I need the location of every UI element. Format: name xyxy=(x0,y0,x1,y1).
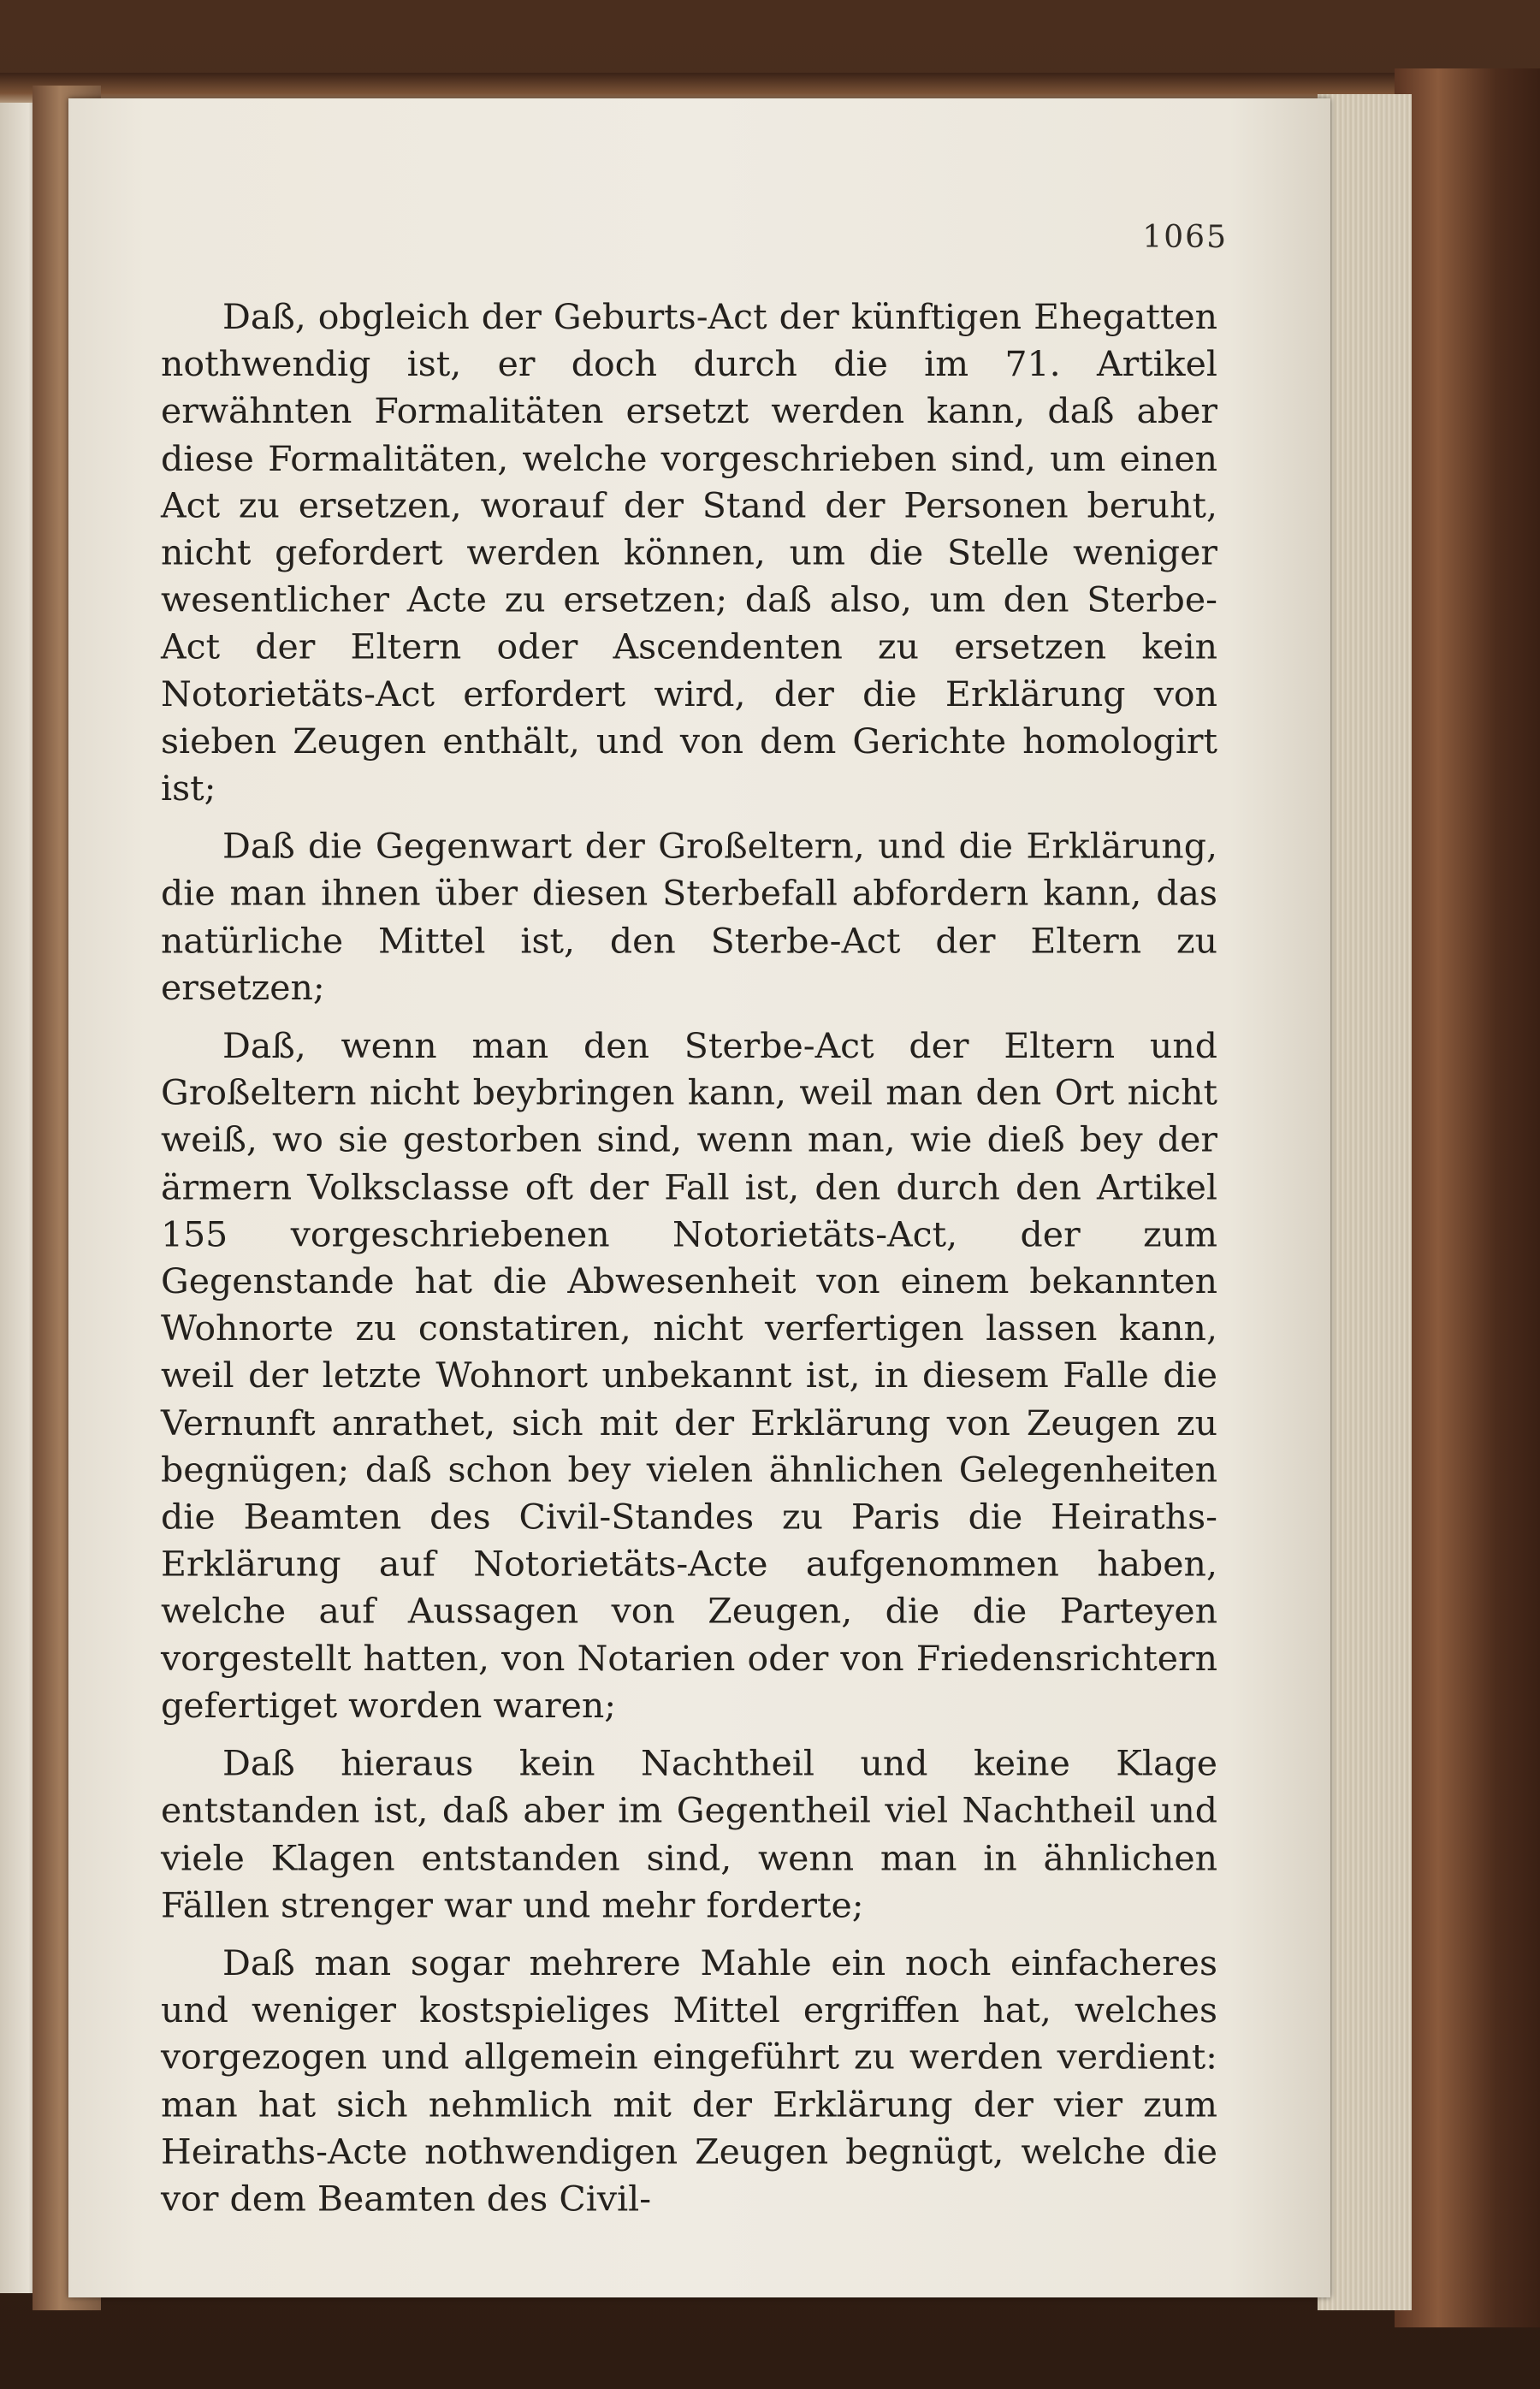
body-text xyxy=(161,293,1217,2222)
paragraph: Daß man sogar mehrere Mahle ein noch einfacheres und weniger kostspieliges Mittel ergriffen hat, welches vorgezogen und allgemein eingeführt zu werden verdient: man hat sich nehmlich mit der Erklärung der vier zum Heiraths-Acte nothwendigen Zeugen begnügt, welche die vor dem Beamten des Civil- xyxy=(161,1942,1217,2220)
paragraph: Daß die Gegenwart der Großeltern, und die Erklärung, die man ihnen über diesen Sterbefall abfordern kann, das natürliche Mittel ist, den Sterbe-Act der Eltern zu ersetzen; xyxy=(161,826,1217,1008)
paragraph: Daß hieraus kein Nachtheil und keine Klage entstanden ist, daß aber im Gegentheil viel Nachtheil und viele Klagen entstanden sind, wenn man in ähnlichen Fällen strenger war und mehr forderte; xyxy=(161,1743,1217,1925)
page-stack-edge xyxy=(1318,94,1412,2310)
facing-page-edge xyxy=(0,103,36,2293)
book-cover-edge xyxy=(1395,68,1540,2327)
paragraph: Daß, wenn man den Sterbe-Act der Eltern und Großeltern nicht beybringen kann, weil man den Ort nicht weiß, wo sie gestorben sind, wenn man, wie dieß bey der ärmern Volksclasse oft der Fall ist, den durch den Artikel 155 vorgeschriebenen Notorietäts-Act, der zum Gegenstande hat die Abwesenheit von einem bekannten Wohnorte zu constatiren, nicht verfertigen lassen kann, weil der letzte Wohnort unbekannt ist, in diesem Falle die Vernunft anrathet, sich mit der Erklärung von Zeugen zu begnügen; daß schon bey vielen ähnlichen Gelegenheiten die Beamten des Civil-Standes zu Paris die Heiraths-Erklärung auf Notorietäts-Acte aufgenommen haben, welche auf Aussagen von Zeugen, die die Parteyen vorgestellt hatten, von Notarien oder von Friedensrichtern gefertiget worden waren; xyxy=(161,1025,1217,1726)
paragraph: Daß, obgleich der Geburts-Act der künftigen Ehegatten nothwendig ist, er doch durch die im 71. Artikel erwähnten Formalitäten ersetzt werden kann, daß aber diese Formalitäten, welche vorgeschrieben sind, um einen Act zu ersetzen, worauf der Stand der Personen beruht, nicht gefordert werden können, um die Stelle weniger wesentlicher Acte zu ersetzen; daß also, um den Sterbe-Act der Eltern oder Ascendenten zu ersetzen kein Notorietäts-Act erfordert wird, der die Erklärung von sieben Zeugen enthält, und von dem Gerichte homologirt ist; xyxy=(161,296,1217,809)
page-number: 1065 xyxy=(1142,220,1228,255)
book-page xyxy=(68,98,1330,2297)
